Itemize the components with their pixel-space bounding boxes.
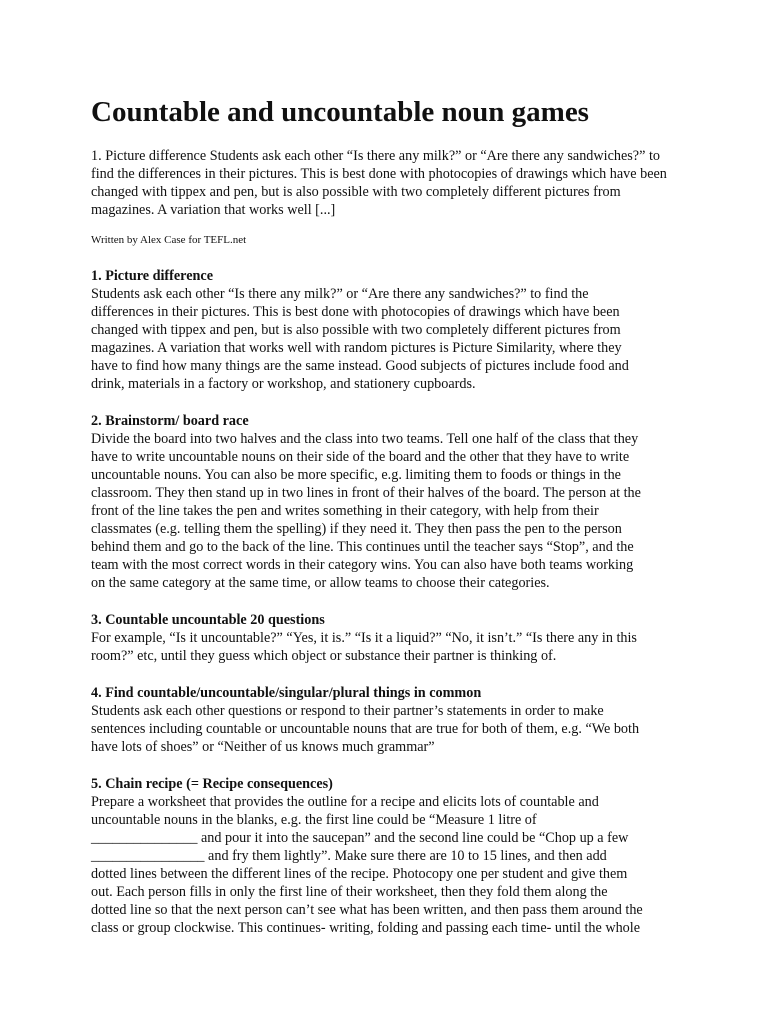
text-line: classmates (e.g. telling them the spelling) if they need it. They then pass the pen to the person [91,521,622,537]
section-body [91,629,679,665]
section-board-race [91,412,679,592]
section-body [91,793,679,937]
page-title: Countable and uncountable noun games [91,96,589,128]
text-line: _______________ and pour it into the saucepan” and the second line could be “Chop up a few [91,830,629,846]
section-heading: 2. Brainstorm/ board race [91,413,249,429]
text-line: have lots of shoes” or “Neither of us knows much grammar” [91,739,435,755]
text-line: have to write uncountable nouns on their side of the board and the other that they have to write [91,449,630,465]
text-line: class or group clockwise. This continues- writing, folding and passing each time- until the whole [91,920,640,936]
text-line: room?” etc, until they guess which object or substance their partner is thinking of. [91,648,557,664]
section-20-questions [91,611,679,665]
text-line: uncountable nouns in the blanks, e.g. the first line could be “Measure 1 litre of [91,812,537,828]
section-body [91,285,679,393]
section-heading: 1. Picture difference [91,268,213,284]
section-things-in-common [91,684,679,756]
text-line: ________________ and fry them lightly”. Make sure there are 10 to 15 lines, and then add [91,848,607,864]
text-line: dotted line so that the next person can’t see what has been written, and then pass them around the [91,902,643,918]
byline: Written by Alex Case for TEFL.net [91,234,247,246]
text-line: on the same category at the same time, or allow teams to choose their categories. [91,575,550,591]
text-line: Prepare a worksheet that provides the outline for a recipe and elicits lots of countable and [91,794,599,810]
text-line: differences in their pictures. This is best done with photocopies of drawings which have been [91,304,620,320]
text-line: uncountable nouns. You can also be more specific, e.g. limiting them to foods or things in the [91,467,621,483]
summary-paragraph: 1. Picture difference Students ask each other “Is there any milk?” or “Are there any sandwiches?” to find the differences in their pictures. This is best done with photocopies of drawings which have been changed with tippex and pen, but is also possible with two completely different pictures from magazines. A variation that works well [...] [91,148,667,218]
section-body [91,702,679,756]
document-page [91,94,679,956]
text-line: classroom. They then stand up in two lines in front of their halves of the board. The person at the [91,485,641,501]
text-line: front of the line takes the pen and writes something in their category, with help from their [91,503,599,519]
section-picture-difference [91,267,679,393]
section-heading: 5. Chain recipe (= Recipe consequences) [91,776,333,792]
text-line: changed with tippex and pen, but is also possible with two completely different pictures from [91,322,621,338]
text-line: sentences including countable or uncountable nouns that are true for both of them, e.g. “We both [91,721,640,737]
text-line: Students ask each other questions or respond to their partner’s statements in order to make [91,703,604,719]
text-line: Divide the board into two halves and the class into two teams. Tell one half of the class that they [91,431,639,447]
section-heading: 4. Find countable/uncountable/singular/plural things in common [91,685,482,701]
text-line: drink, materials in a factory or workshop, and stationery cupboards. [91,376,476,392]
section-chain-recipe [91,775,679,937]
text-line: Students ask each other “Is there any milk?” or “Are there any sandwiches?” to find the [91,286,589,302]
text-line: magazines. A variation that works well with random pictures is Picture Similarity, where they [91,340,622,356]
section-heading: 3. Countable uncountable 20 questions [91,612,325,628]
text-line: out. Each person fills in only the first line of their worksheet, then they fold them along the [91,884,608,900]
text-line: dotted lines between the different lines of the recipe. Photocopy one per student and give them [91,866,628,882]
text-line: have to find how many things are the same instead. Good subjects of pictures include food and [91,358,629,374]
text-line: For example, “Is it uncountable?” “Yes, it is.” “Is it a liquid?” “No, it isn’t.” “Is there any in this [91,630,637,646]
section-body [91,430,679,592]
text-line: team with the most correct words in their category wins. You can also have both teams working [91,557,634,573]
text-line: behind them and go to the back of the line. This continues until the teacher says “Stop”, and the [91,539,634,555]
